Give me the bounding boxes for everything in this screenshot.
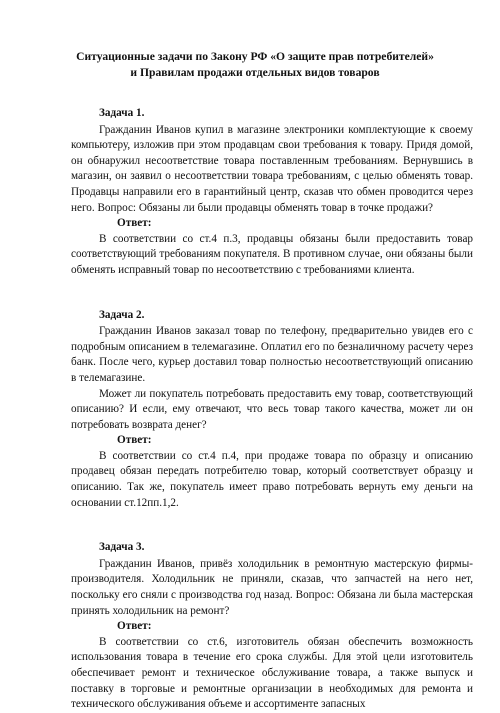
answer-label: Ответ: [117, 434, 152, 447]
document-title [60, 49, 450, 81]
task-1 [71, 106, 473, 279]
title-line-1: Ситуационные задачи по Закону РФ «О защите прав потребителей» [76, 50, 434, 63]
task-heading: Задача 2. [99, 308, 145, 321]
title-line-2: и Правилам продажи отдельных видов товаров [130, 66, 380, 79]
task-paragraph: Гражданин Иванов купил в магазине электроники комплектующие к своему компьютеру, изложив при этом продавцам свои требования к товару. Придя домой, он обнаружил несоответствие товара поставленным требованиям. Вернувшись в магазин, он заявил о несоответствии товара требованиям, с целью обменять товар. Продавцы направили его в гарантийный центр, сказав что обмен проводится через него. Вопрос: Обязаны ли были продавцы обменять товар в точке продажи? [71, 123, 473, 214]
task-heading: Задача 1. [99, 107, 145, 119]
answer-paragraph: В соответствии со ст.4 п.3, продавцы обязаны были предоставить товар соответствующий требованиям покупателя. В противном случае, они обязаны были обменять исправный товар по несоответствию с требованиями клиента. [71, 232, 473, 276]
task-paragraph: Может ли покупатель потребовать предоставить ему товар, соответствующий описанию? И если, ему отвечают, что весь товар такого качества, может ли он потребовать возврата денег? [71, 387, 473, 431]
task-2 [71, 308, 473, 512]
answer-paragraph: В соответствии со ст.6, изготовитель обязан обеспечить возможность использования товара в течение его срока службы. Для этой цели изготовитель обеспечивает ремонт и техническое обслуживание товара, а также выпуск и поставку в торговые и ремонтные организации в необходимых для ремонта и технического обслуживания объеме и ассортименте запасных [71, 635, 473, 711]
answer-label: Ответ: [117, 217, 152, 230]
task-paragraph: Гражданин Иванов, привёз холодильник в ремонтную мастерскую фирмы-производителя. Холодильник не приняли, сказав, что запчастей на него нет, поскольку его сняли с производства год назад. Вопрос: Обязана ли была мастерская принять холодильник на ремонт? [71, 557, 473, 617]
answer-label: Ответ: [117, 620, 152, 633]
answer-paragraph: В соответствии со ст.4 п.4, при продаже товара по образцу и описанию продавец обязан передать потребителю товар, который соответствует образцу и описанию. Так же, покупатель имеет право потребовать вернуть ему деньги на основании ст.12пп.1,2. [71, 449, 473, 509]
task-paragraph: Гражданин Иванов заказал товар по телефону, предварительно увидев его с подробным описанием в телемагазине. Оплатил его по безналичному расчету через банк. После чего, курьер доставил товар полностью несоответствующий описанию в телемагазине. [71, 325, 473, 384]
document-body [71, 106, 473, 713]
task-heading: Задача 3. [99, 541, 145, 554]
task-3 [71, 540, 473, 713]
